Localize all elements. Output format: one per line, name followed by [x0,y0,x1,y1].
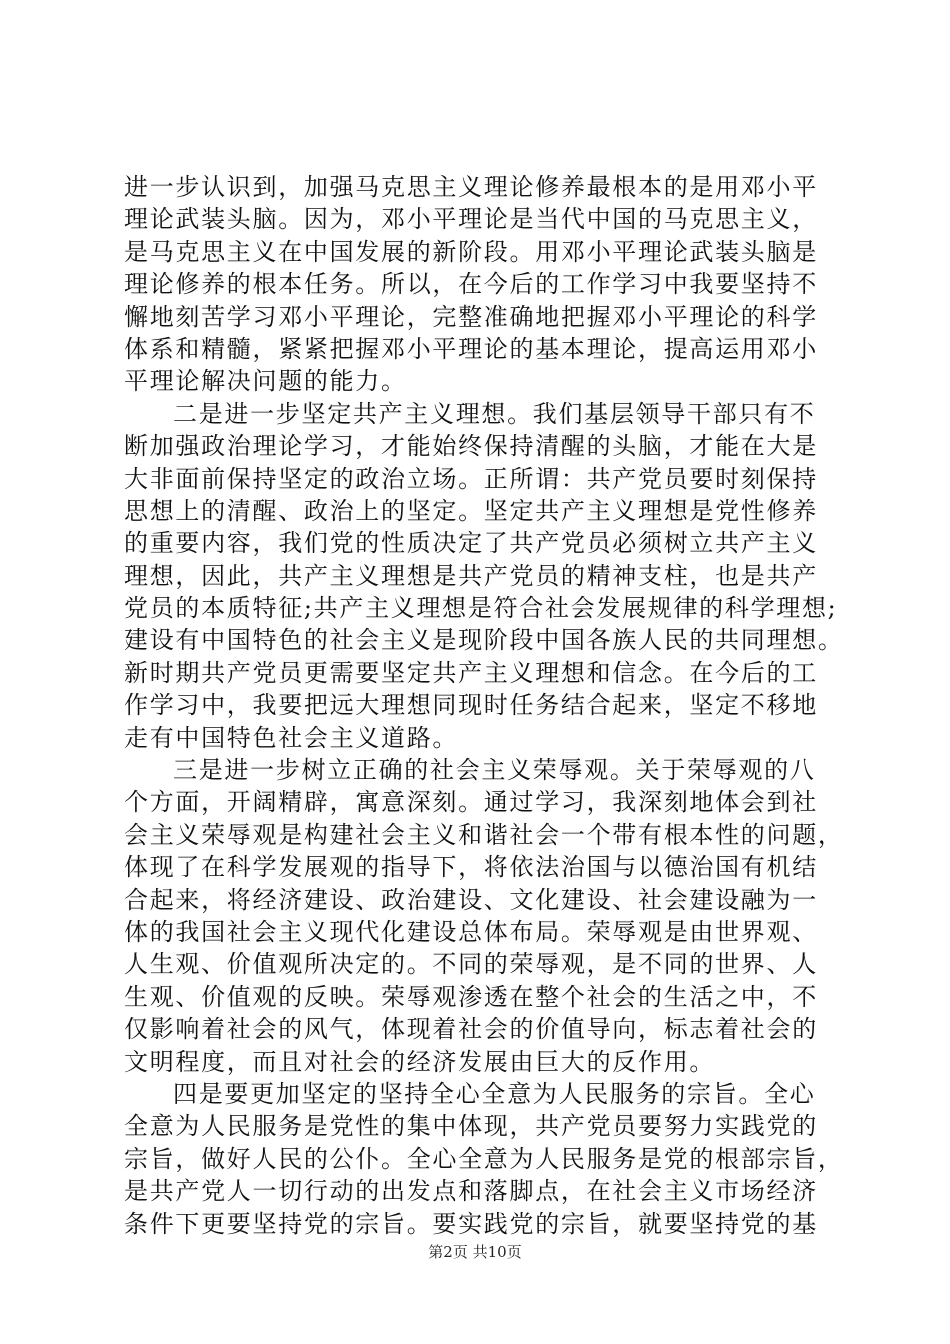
text-line: 三是进一步树立正确的社会主义荣辱观。关于荣辱观的八 [173,756,816,785]
text-line: 平理论解决问题的能力。 [124,367,407,396]
text-line: 理论修养的根本任务。所以，在今后的工作学习中我要坚持不 [124,270,818,299]
text-line: 生观、价值观的反映。荣辱观渗透在整个社会的生活之中，不 [124,982,818,1011]
text-line: 体现了在科学发展观的指导下，将依法治国与以德治国有机结 [124,853,818,882]
text-line: 进一步认识到，加强马克思主义理论修养最根本的是用邓小平 [124,173,818,201]
text-line: 的重要内容，我们党的性质决定了共产党员必须树立共产主义 [124,529,818,558]
text-line: 断加强政治理论学习，才能始终保持清醒的头脑，才能在大是 [124,432,818,461]
text-line: 大非面前保持坚定的政治立场。正所谓：共产党员要时刻保持 [124,464,818,493]
text-line: 条件下更要坚持党的宗旨。要实践党的宗旨，就要坚持党的基 [124,1209,818,1238]
text-line: 是马克思主义在中国发展的新阶段。用邓小平理论武装头脑是 [124,237,818,266]
text-line: 是共产党人一切行动的出发点和落脚点，在社会主义市场经济 [124,1177,818,1206]
text-line: 建设有中国特色的社会主义是现阶段中国各族人民的共同理想。 [124,626,844,655]
text-line: 合起来，将经济建设、政治建设、文化建设、社会建设融为一 [124,885,818,914]
text-line: 理论武装头脑。因为，邓小平理论是当代中国的马克思主义， [124,205,818,234]
text-line: 仅影响着社会的风气，体现着社会的价值导向，标志着社会的 [124,1015,818,1044]
text-line: 二是进一步坚定共产主义理想。我们基层领导干部只有不 [173,399,816,428]
text-line: 走有中国特色社会主义道路。 [124,723,459,752]
text-line: 个方面，开阔精辟，寓意深刻。通过学习，我深刻地体会到社 [124,788,818,817]
text-line: 理想，因此，共产主义理想是共产党员的精神支柱，也是共产 [124,561,818,590]
page-footer: 第2页 共10页 [428,1243,522,1261]
text-line: 宗旨，做好人民的公仆。全心全意为人民服务是党的根部宗旨， [124,1144,844,1173]
text-line: 人生观、价值观所决定的。不同的荣辱观，是不同的世界、人 [124,950,818,979]
text-line: 懈地刻苦学习邓小平理论，完整准确地把握邓小平理论的科学 [124,302,818,331]
text-line: 体系和精髓，紧紧把握邓小平理论的基本理论，提高运用邓小 [124,334,818,363]
text-line: 全意为人民服务是党性的集中体现，共产党员要努力实践党的 [124,1112,818,1141]
text-line: 四是要更加坚定的坚持全心全意为人民服务的宗旨。全心 [173,1079,816,1108]
document-body [124,171,844,1240]
text-line: 体的我国社会主义现代化建设总体布局。荣辱观是由世界观、 [124,917,818,946]
text-line: 思想上的清醒、政治上的坚定。坚定共产主义理想是党性修养 [124,496,818,525]
text-line: 会主义荣辱观是构建社会主义和谐社会一个带有根本性的问题， [124,820,844,849]
text-line: 党员的本质特征;共产主义理想是符合社会发展规律的科学理想; [124,594,838,623]
text-line: 文明程度，而且对社会的经济发展由巨大的反作用。 [124,1047,716,1076]
text-line: 作学习中，我要把远大理想同现时任务结合起来，坚定不移地 [124,691,818,720]
text-line: 新时期共产党员更需要坚定共产主义理想和信念。在今后的工 [124,658,818,687]
